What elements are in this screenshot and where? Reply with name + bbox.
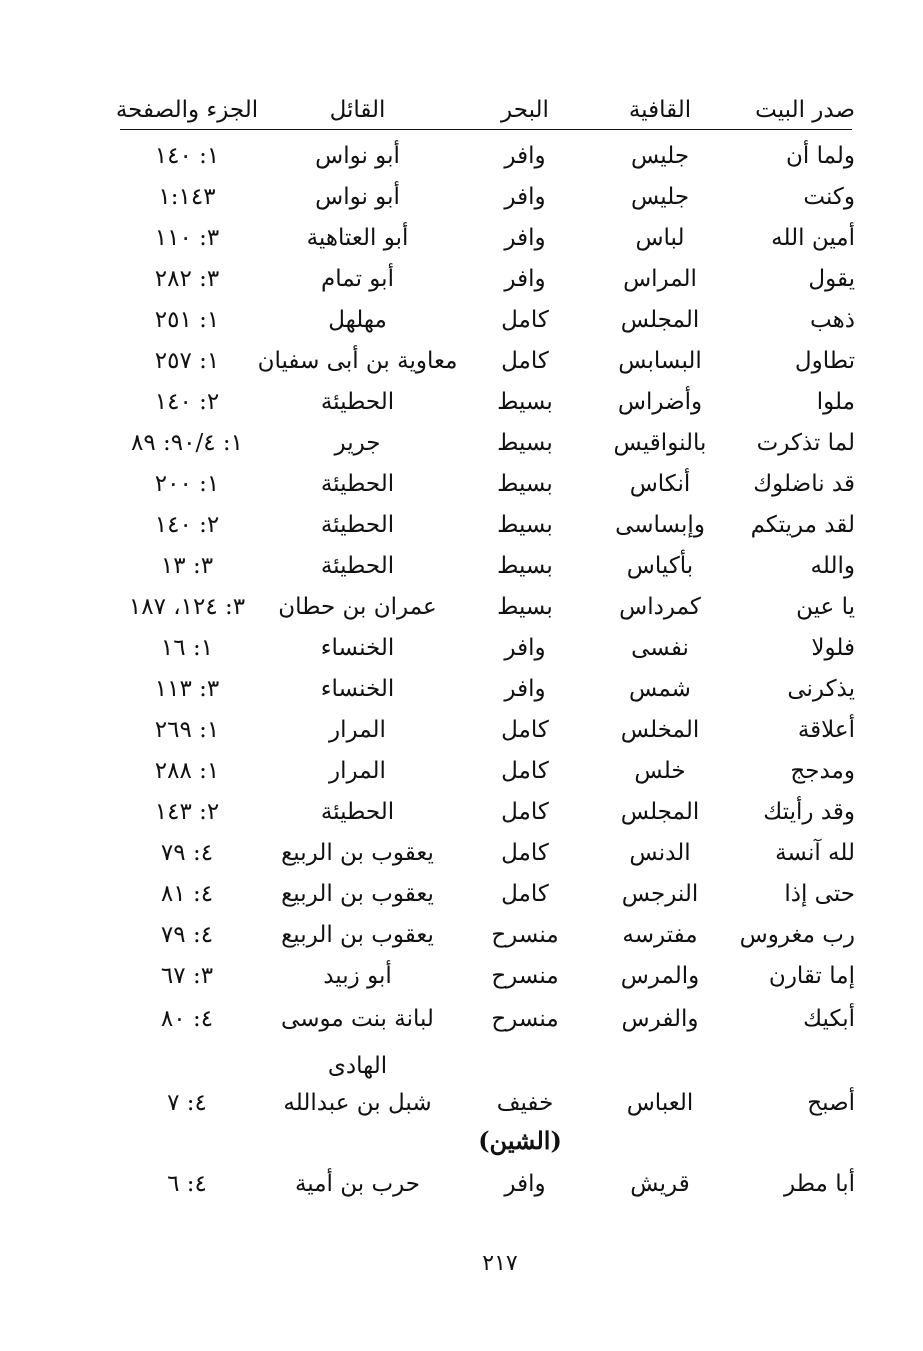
meter-cell: بسيط <box>497 471 553 497</box>
reference-cell: ١: ٢٥١ <box>154 307 220 333</box>
table-row <box>0 796 923 836</box>
meter-cell: وافر <box>504 635 546 661</box>
header-poet: القائل <box>329 97 386 123</box>
reference-cell: ٤: ٨٠ <box>160 1006 214 1032</box>
table-row <box>0 509 923 549</box>
meter-cell: بسيط <box>497 553 553 579</box>
rhyme-cell: المراس <box>623 266 697 292</box>
reference-cell: ٢: ١٤٣ <box>154 799 220 825</box>
rhyme-cell: المخلس <box>620 717 700 743</box>
header-reference: الجزء والصفحة <box>115 97 259 123</box>
table-row <box>0 591 923 631</box>
rhyme-cell: والفرس <box>621 1006 699 1032</box>
poet-cell: شبل بن عبدالله <box>283 1090 432 1116</box>
page-number: ٢١٧ <box>482 1251 518 1276</box>
meter-cell: كامل <box>501 758 549 784</box>
reference-cell: ٣: ١١٠ <box>154 225 220 251</box>
header-rhyme: القافية <box>628 97 692 123</box>
table-row <box>0 755 923 795</box>
header-divider <box>120 129 852 130</box>
meter-cell: خفيف <box>496 1090 554 1116</box>
poet-cell: الحطيئة <box>320 799 395 825</box>
rhyme-cell: جليس <box>630 184 690 210</box>
rhyme-cell: وأضراس <box>617 389 703 415</box>
poet-cell: المرار <box>329 717 386 743</box>
meter-cell: كامل <box>501 799 549 825</box>
verse-cell: وقد رأيتك <box>763 799 855 825</box>
verse-cell: فلولا <box>811 635 855 661</box>
reference-cell: ٤: ٧٩ <box>160 922 214 948</box>
verse-cell: وكنت <box>803 184 855 210</box>
meter-cell: وافر <box>504 225 546 251</box>
reference-cell: ٤: ٦ <box>167 1171 207 1197</box>
rhyme-cell: بالنواقيس <box>613 430 707 456</box>
rhyme-cell: والمرس <box>620 963 700 989</box>
meter-cell: كامل <box>501 307 549 333</box>
reference-cell: ٤: ٨١ <box>160 881 214 907</box>
poet-cell: الحطيئة <box>320 389 395 415</box>
rhyme-cell: خلس <box>634 758 686 784</box>
verse-cell: لقد مريتكم <box>750 512 855 538</box>
poet-cell: لبانة بنت موسى <box>281 1006 434 1032</box>
verse-cell: أبكيك <box>803 1006 855 1032</box>
poet-cell: عمران بن حطان <box>278 594 437 620</box>
rhyme-cell: بأكياس <box>626 553 694 579</box>
rhyme-cell: البسابس <box>618 348 702 374</box>
table-row <box>0 673 923 713</box>
poet-cell: الخنساء <box>320 676 395 702</box>
table-row <box>0 837 923 877</box>
reference-cell: ١:١٤٣ <box>158 184 216 210</box>
rhyme-cell: قريش <box>630 1171 690 1197</box>
reference-cell: ١: ٢٥٧ <box>154 348 220 374</box>
verse-cell: ومدجج <box>790 758 855 784</box>
table-row <box>0 1087 923 1127</box>
table-row <box>0 345 923 385</box>
meter-cell: منسرح <box>491 922 559 948</box>
reference-cell: ٤: ٧٩ <box>160 840 214 866</box>
poet-cell: الخنساء <box>320 635 395 661</box>
poet-cell: يعقوب بن الربيع <box>281 922 434 948</box>
meter-cell: منسرح <box>491 963 559 989</box>
table-row <box>0 878 923 918</box>
rhyme-cell: وإبساسى <box>615 512 705 538</box>
verse-cell: أصبح <box>807 1090 855 1116</box>
verse-cell: تطاول <box>794 348 855 374</box>
rhyme-cell: جليس <box>630 143 690 169</box>
poet-cell: أبو زبيد <box>323 963 392 989</box>
poet-cell: يعقوب بن الربيع <box>281 881 434 907</box>
rhyme-cell: المجلس <box>620 307 700 333</box>
poet-cell: جرير <box>334 430 381 456</box>
rhyme-cell: لباس <box>635 225 685 251</box>
meter-cell: وافر <box>504 143 546 169</box>
verse-cell: حتى إذا <box>784 881 855 907</box>
verse-cell: قد ناضلوك <box>753 471 855 497</box>
poet-cell: يعقوب بن الربيع <box>281 840 434 866</box>
reference-cell: ١: ٢٨٨ <box>154 758 220 784</box>
rhyme-cell: شمس <box>629 676 691 702</box>
poet-cell: أبو نواس <box>315 184 400 210</box>
table-row <box>0 386 923 426</box>
reference-cell: ٣: ١٢٤، ١٨٧ <box>128 594 246 620</box>
poet-cell: مهلهل <box>328 307 387 333</box>
poet-cell: الحطيئة <box>320 553 395 579</box>
verse-cell: لما تذكرت <box>756 430 855 456</box>
reference-cell: ١: ٢٦٩ <box>154 717 220 743</box>
table-row <box>0 263 923 303</box>
table-row <box>0 550 923 590</box>
rhyme-cell: المجلس <box>620 799 700 825</box>
reference-cell: ٢: ١٤٠ <box>154 512 220 538</box>
rhyme-cell: نفسى <box>631 635 689 661</box>
table-row <box>0 427 923 467</box>
poet-cell: حرب بن أمية <box>294 1171 421 1197</box>
reference-cell: ٣: ١٣ <box>160 553 214 579</box>
verse-cell: إما تقارن <box>768 963 855 989</box>
meter-cell: وافر <box>504 676 546 702</box>
table-row <box>0 181 923 221</box>
poet-cell: المرار <box>329 758 386 784</box>
header-verse: صدر البيت <box>755 97 855 123</box>
meter-cell: وافر <box>504 184 546 210</box>
reference-cell: ١: ١٦ <box>160 635 214 661</box>
rhyme-cell: كمرداس <box>619 594 701 620</box>
poet-cell: الحطيئة <box>320 471 395 497</box>
meter-cell: كامل <box>501 881 549 907</box>
table-row <box>0 632 923 672</box>
table-header <box>0 94 923 134</box>
header-meter: البحر <box>501 97 549 123</box>
table-row <box>0 919 923 959</box>
verse-cell: ذهب <box>810 307 855 333</box>
poet-cell: معاوية بن أبى سفيان <box>257 348 458 374</box>
rhyme-cell: مفترسه <box>622 922 698 948</box>
rhyme-cell: العباس <box>626 1090 694 1116</box>
table-row <box>0 222 923 262</box>
verse-cell: ملوا <box>816 389 855 415</box>
rhyme-cell: الدنس <box>629 840 691 866</box>
table-row <box>0 468 923 508</box>
verse-cell: لله آنسة <box>775 840 855 866</box>
verse-cell: يا عين <box>796 594 855 620</box>
verse-cell: يذكرنى <box>787 676 855 702</box>
meter-cell: كامل <box>501 717 549 743</box>
meter-cell: بسيط <box>497 389 553 415</box>
table-row <box>0 304 923 344</box>
table-row <box>0 1003 923 1043</box>
meter-cell: بسيط <box>497 512 553 538</box>
table-row <box>0 1168 923 1208</box>
verse-cell: أمين الله <box>771 225 855 251</box>
poet-cell: أبو نواس <box>315 143 400 169</box>
reference-cell: ٤: ٧ <box>167 1090 207 1116</box>
reference-cell: ٣: ٦٧ <box>160 963 214 989</box>
meter-cell: منسرح <box>491 1006 559 1032</box>
reference-cell: ٣: ٢٨٢ <box>154 266 220 292</box>
poet-cell: أبو تمام <box>321 266 394 292</box>
poet-cell: الحطيئة <box>320 512 395 538</box>
poet-cell: أبو العتاهية <box>306 225 409 251</box>
meter-cell: وافر <box>504 1171 546 1197</box>
reference-cell: ٢: ١٤٠ <box>154 389 220 415</box>
verse-cell: والله <box>810 553 855 579</box>
section-heading: (الشين) <box>478 1126 562 1155</box>
rhyme-cell: أنكاس <box>629 471 691 497</box>
verse-cell: رب مغروس <box>739 922 855 948</box>
reference-cell: ١: ٩٠/٤: ٨٩ <box>130 430 243 456</box>
poet-cell-continuation: الهادى <box>327 1053 388 1079</box>
table-row <box>0 140 923 180</box>
reference-cell: ٣: ١١٣ <box>154 676 220 702</box>
meter-cell: بسيط <box>497 430 553 456</box>
meter-cell: وافر <box>504 266 546 292</box>
table-row <box>0 960 923 1000</box>
meter-cell: بسيط <box>497 594 553 620</box>
verse-cell: ولما أن <box>785 143 855 169</box>
verse-cell: يقول <box>808 266 855 292</box>
verse-cell: أعلاقة <box>797 717 855 743</box>
reference-cell: ١: ١٤٠ <box>154 143 220 169</box>
verse-cell: أبا مطر <box>784 1171 855 1197</box>
meter-cell: كامل <box>501 840 549 866</box>
reference-cell: ١: ٢٠٠ <box>154 471 220 497</box>
meter-cell: كامل <box>501 348 549 374</box>
table-row <box>0 714 923 754</box>
rhyme-cell: النرجس <box>621 881 699 907</box>
